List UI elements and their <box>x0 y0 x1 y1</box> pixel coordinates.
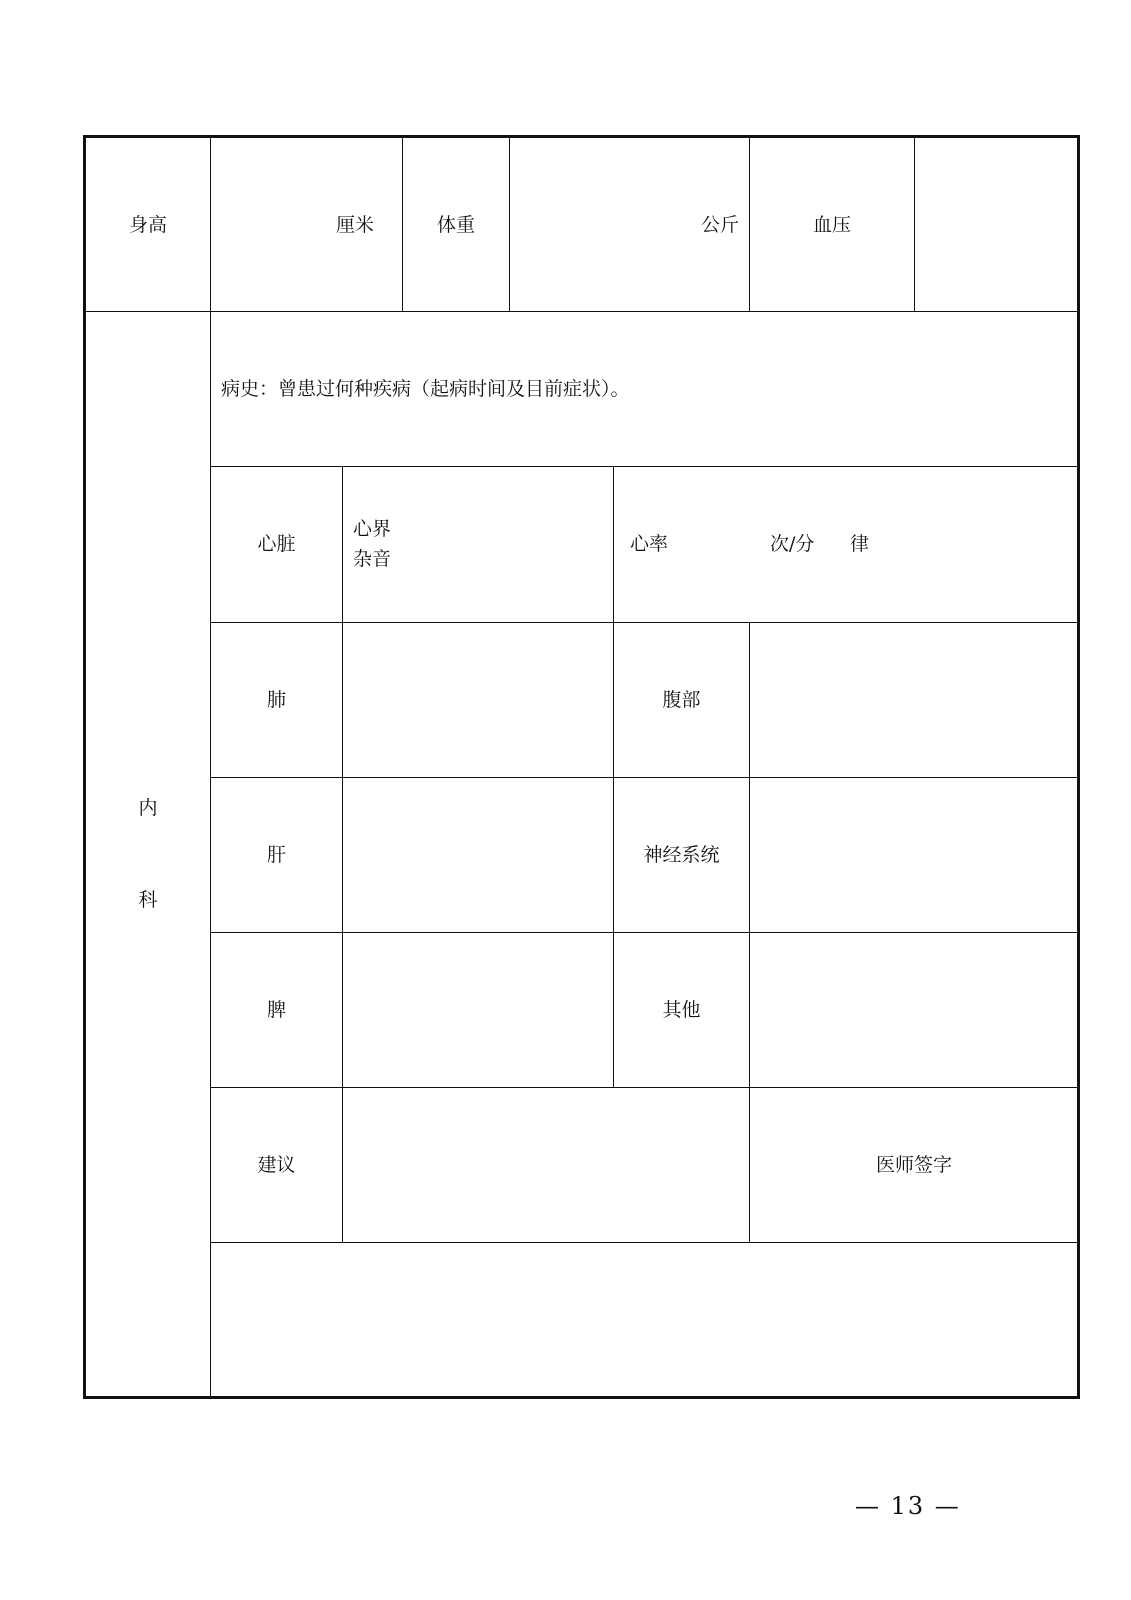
heart-border-label: 心界 <box>353 518 392 541</box>
basic-info-row <box>85 137 1079 312</box>
nervous-label: 神经系统 <box>614 777 750 932</box>
murmur-label: 杂音 <box>353 548 392 571</box>
rhythm-label: 律 <box>850 533 870 556</box>
weight-unit: 公斤 <box>701 213 740 236</box>
height-field[interactable] <box>211 137 403 312</box>
bp-label: 血压 <box>750 137 915 312</box>
internal-advice-field[interactable] <box>343 1087 750 1242</box>
internal-dept-label: 内 科 <box>85 312 211 1398</box>
bp-field[interactable] <box>915 137 1079 312</box>
height-label: 身高 <box>85 137 211 312</box>
heart-rate-field[interactable] <box>614 467 1079 622</box>
spleen-label: 脾 <box>211 932 343 1087</box>
abdomen-label: 腹部 <box>614 622 750 777</box>
liver-field[interactable] <box>343 777 614 932</box>
physical-exam-form <box>83 135 1080 1399</box>
weight-field[interactable] <box>510 137 750 312</box>
bpm-unit: 次/分 <box>770 533 815 556</box>
internal-signature-label: 医师签字 <box>750 1087 1079 1242</box>
heart-border-murmur-field[interactable] <box>343 467 614 622</box>
page-number: — 13 — <box>855 1492 961 1520</box>
height-unit: 厘米 <box>336 213 375 236</box>
nervous-field[interactable] <box>750 777 1079 932</box>
lung-label: 肺 <box>211 622 343 777</box>
lung-field[interactable] <box>343 622 614 777</box>
liver-label: 肝 <box>211 777 343 932</box>
spleen-field[interactable] <box>343 932 614 1087</box>
internal-advice-label: 建议 <box>211 1087 343 1242</box>
abdomen-field[interactable] <box>750 622 1079 777</box>
internal-history[interactable]: 病史：曾患过何种疾病（起病时间及目前症状）。 <box>211 312 1079 467</box>
internal-other-field[interactable] <box>750 932 1079 1087</box>
heart-rate-label: 心率 <box>630 533 669 556</box>
heart-label: 心脏 <box>211 467 343 622</box>
weight-label: 体重 <box>403 137 510 312</box>
internal-other-label: 其他 <box>614 932 750 1087</box>
